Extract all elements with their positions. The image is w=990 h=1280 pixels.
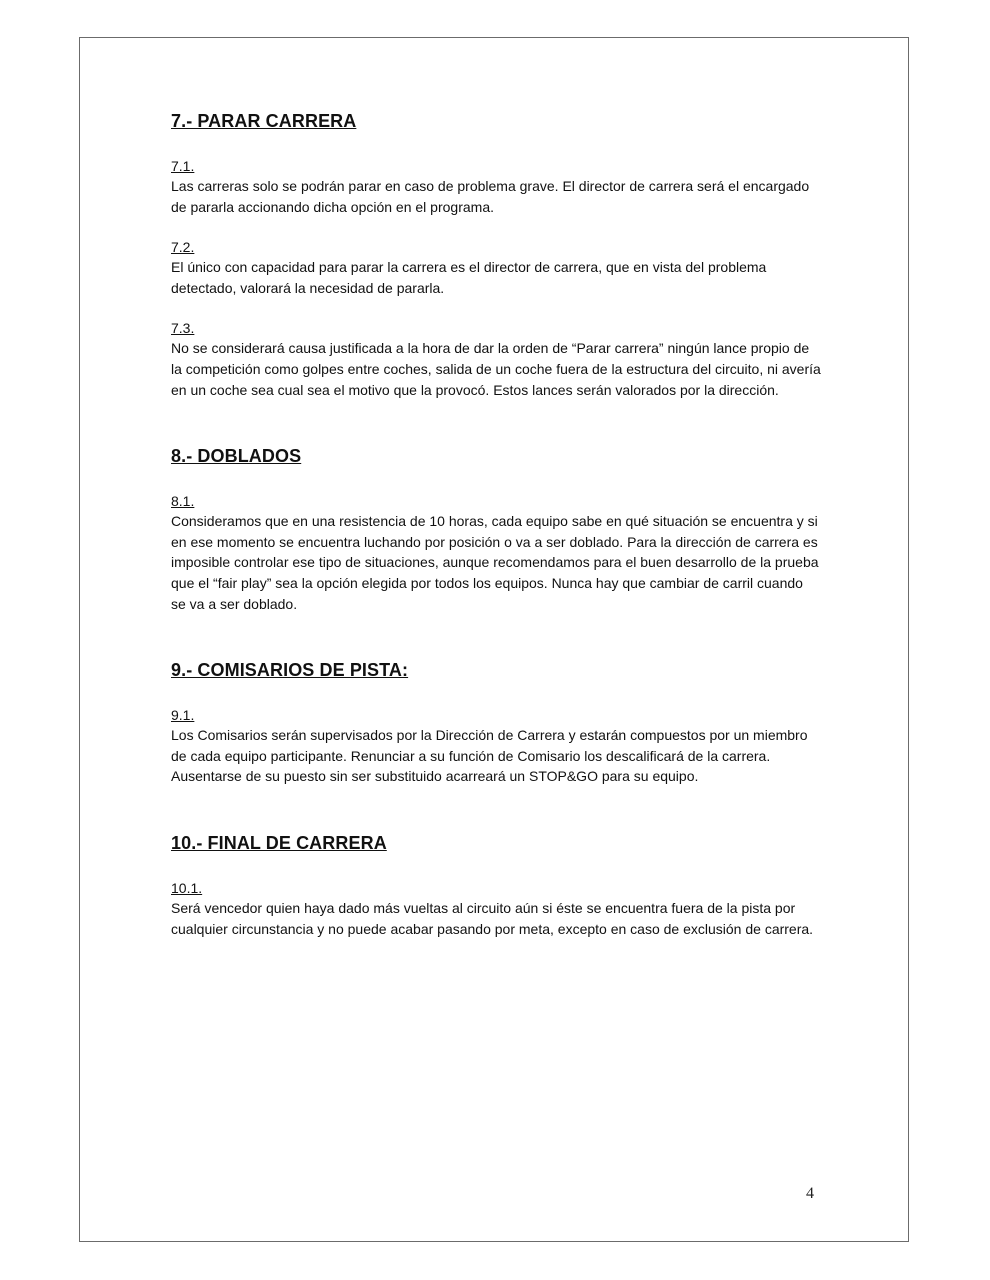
section-parar-carrera: [171, 108, 821, 400]
section-final-de-carrera: [171, 830, 821, 939]
clause-number: 7.1.: [171, 158, 195, 174]
clause-text: Será vencedor quien haya dado más vueltas al circuito aún si éste se encuentra fuera de la pista por cualquier circunstancia y no puede acabar pasando por meta, excepto en caso de exclusión de carrera.: [171, 899, 814, 937]
clause-number: 10.1.: [171, 879, 203, 896]
section-comisarios-de-pista: [171, 657, 821, 787]
clause-text: Consideramos que en una resistencia de 10 horas, cada equipo sabe en qué situación se encuentra y si en ese momento se encuentra luchando por posición o va a ser doblado. Para la dirección de carrera es imposible controlar ese tipo de situaciones, aunque recomendamos para el buen desarrollo de la prueba que el “fair play” sea la opción elegida por todos los equipos. Nunca hay que cambiar de carril cuando se va a ser doblado.: [171, 513, 819, 612]
clause-8-1: [171, 491, 821, 614]
clause-10-1: [171, 878, 821, 939]
section-title: 9.- COMISARIOS DE PISTA:: [171, 660, 409, 681]
clause-text: El único con capacidad para parar la carrera es el director de carrera, que en vista del problema detectado, valorará la necesidad de pararla.: [171, 259, 767, 296]
page-number: 4: [806, 1185, 814, 1202]
clause-text: Las carreras solo se podrán parar en caso de problema grave. El director de carrera será el encargado de pararla accionando dicha opción en el programa.: [171, 178, 810, 215]
clause-text: Los Comisarios serán supervisados por la Dirección de Carrera y estarán compuestos por un miembro de cada equipo participante. Renunciar a su función de Comisario los descalificará de la carrera. Ausentarse de su puesto sin ser substituido acarreará un STOP&GO para su equipo.: [171, 727, 808, 785]
section-spacer: [171, 807, 821, 830]
clause-number: 9.1.: [171, 707, 195, 724]
clause-number: 7.2.: [171, 239, 195, 256]
document-body: [171, 108, 821, 959]
section-title: 7.- PARAR CARRERA: [171, 111, 357, 131]
section-title: 10.- FINAL DE CARRERA: [171, 832, 387, 853]
clause-number: 7.3.: [171, 320, 195, 337]
clause-7-3: [171, 318, 821, 400]
section-doblados: [171, 443, 821, 614]
clause-number: 8.1.: [171, 493, 195, 510]
clause-7-1: [171, 156, 821, 217]
section-title: 8.- DOBLADOS: [171, 446, 302, 467]
clause-9-1: [171, 705, 821, 787]
section-spacer: [171, 420, 821, 443]
clause-7-2: [171, 237, 821, 298]
clause-text: No se considerará causa justificada a la hora de dar la orden de “Parar carrera” ningún lance propio de la competición como golpes entre coches, salida de un coche fuera de la estructura del circuito, ni avería en un coche sea cual sea el motivo que la provocó. Estos lances serán valorados por la dirección.: [171, 340, 821, 398]
section-spacer: [171, 634, 821, 657]
